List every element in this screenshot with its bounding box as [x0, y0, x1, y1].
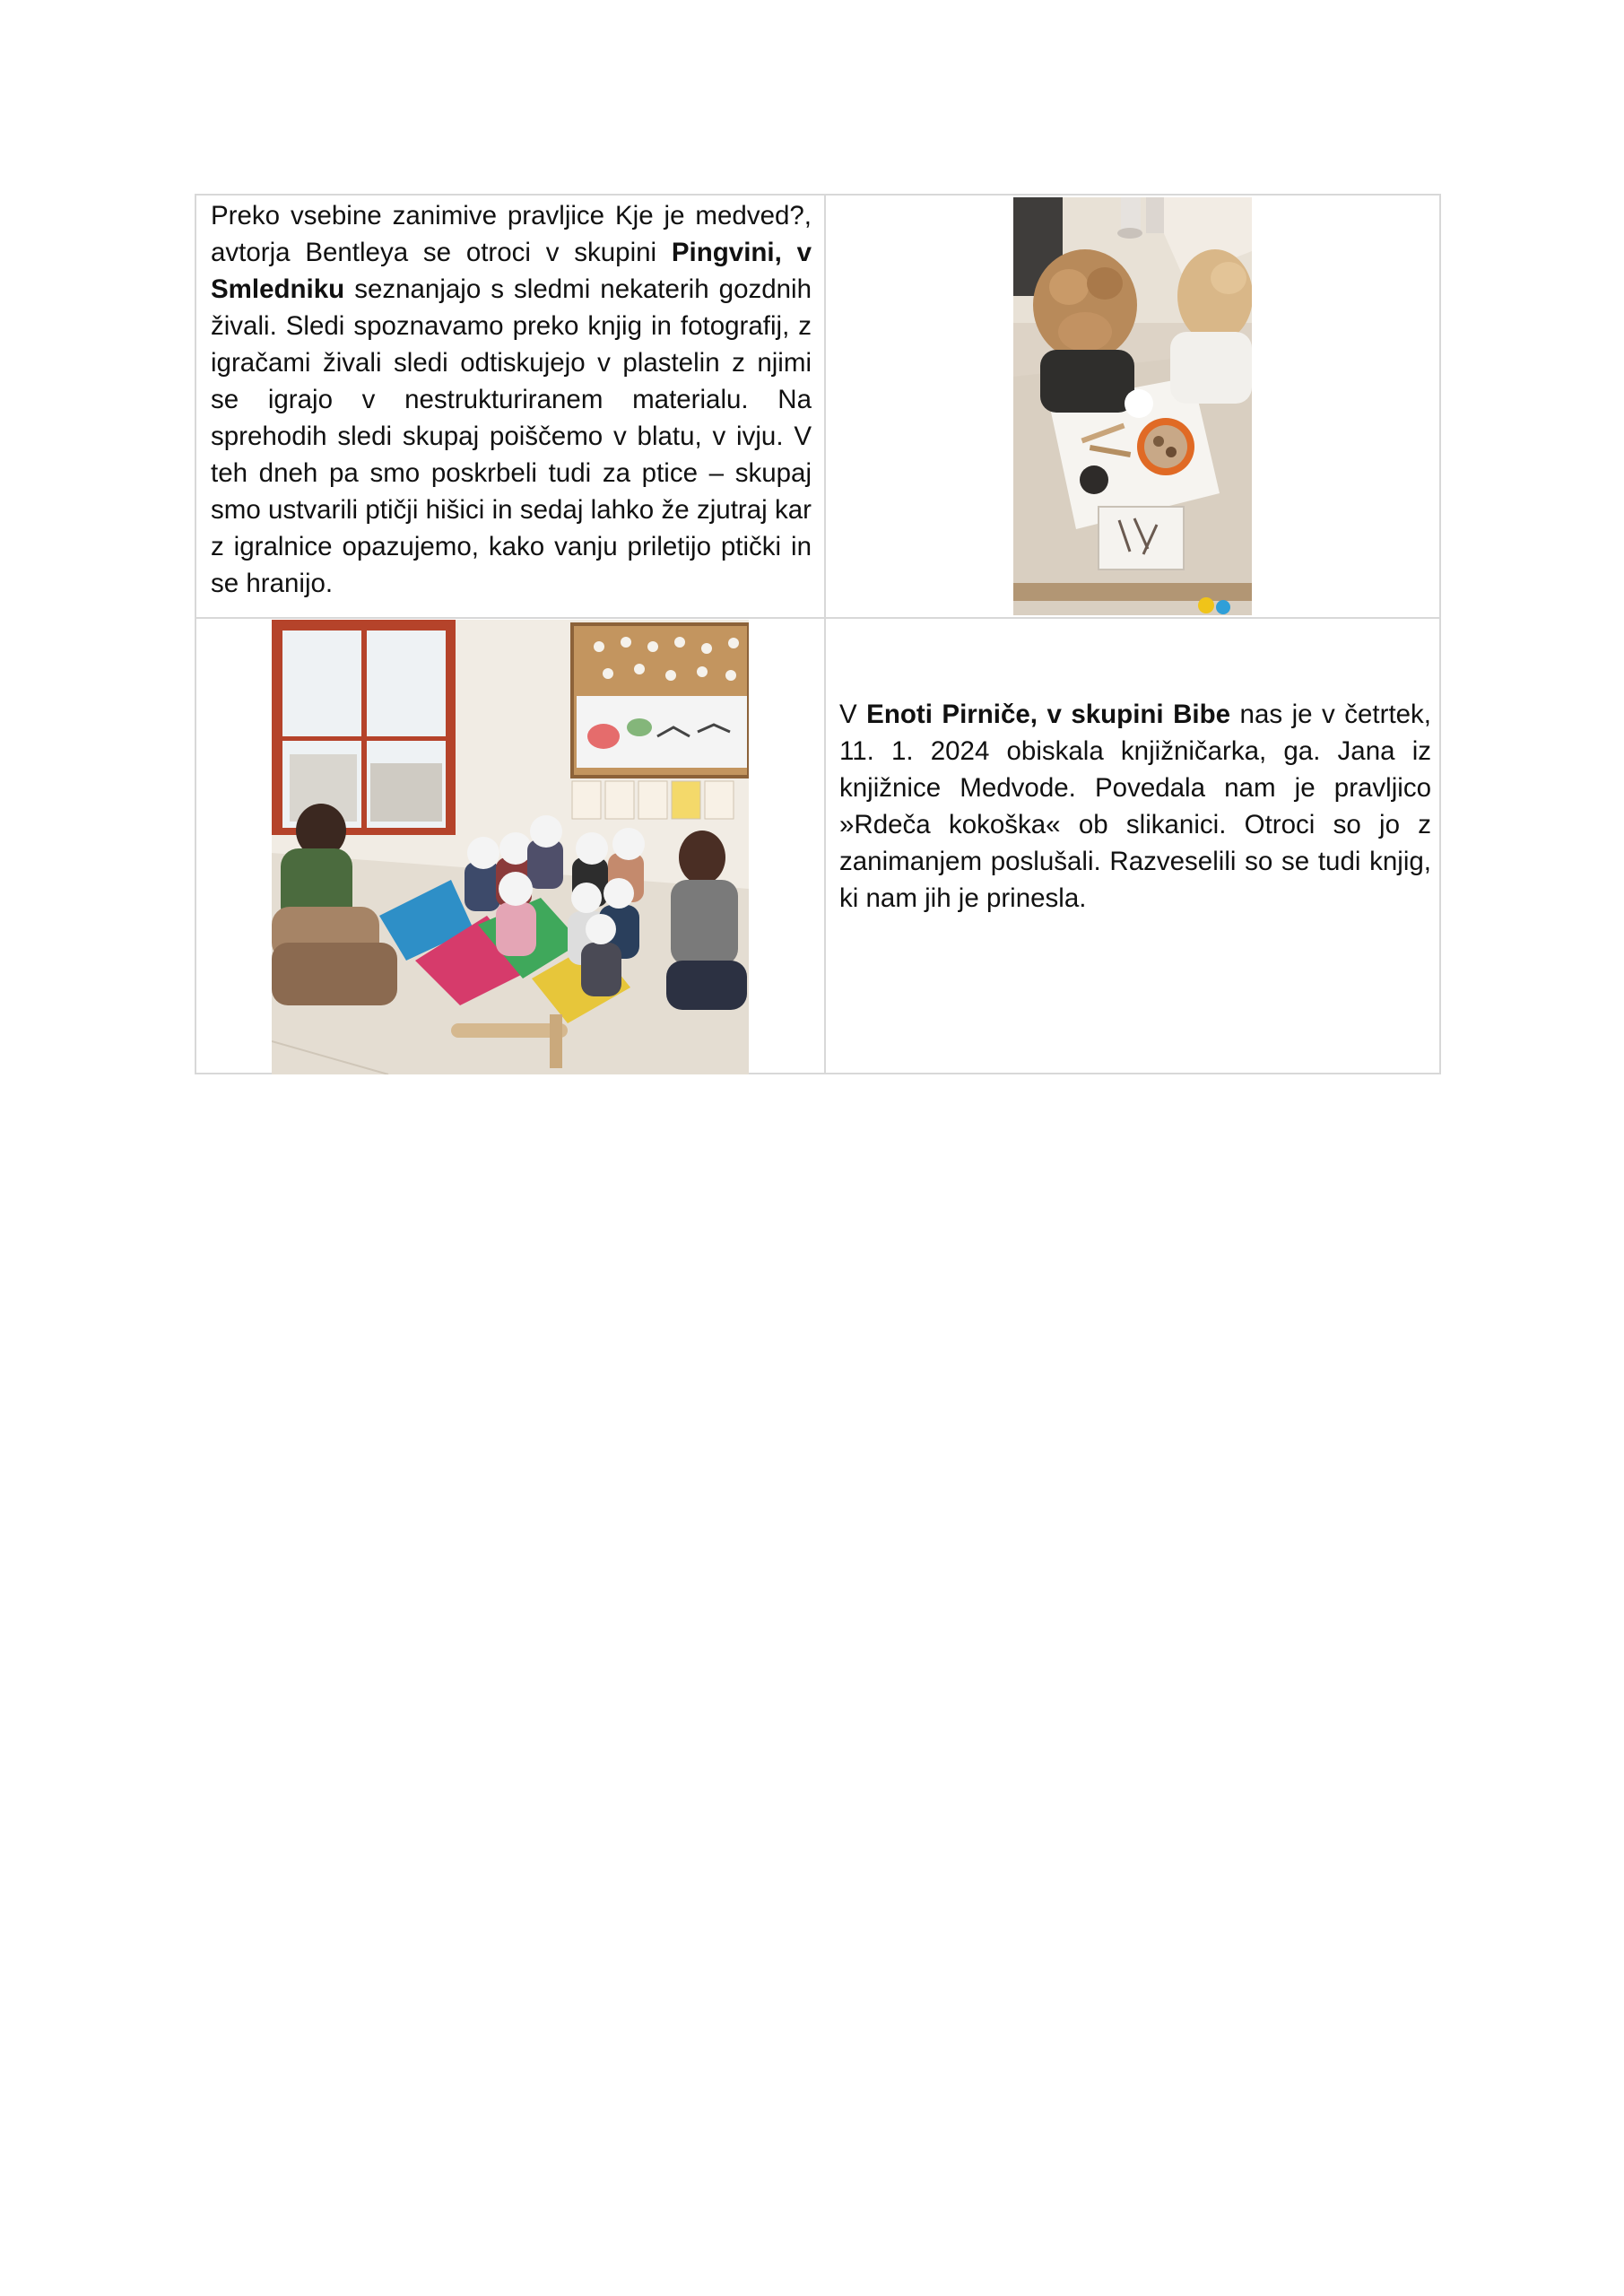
- paragraph-bibe-part-2: nas je v četrtek, 11. 1. 2024 obiskala knjižničarka, ga. Jana iz knjižnice Medvode. Povedala nam je pravljico »Rdeča kokoška« ob slikanici. Otroci so jo z zanimanjem poslušali. Razveselili so se tudi knjig, ki nam jih je prinesla.: [839, 700, 1431, 913]
- paragraph-pingvini: [211, 197, 812, 602]
- content-table: [195, 194, 1441, 1074]
- cell-bibe-text: [839, 696, 1431, 917]
- photo-children-table-drawing: [1013, 197, 1252, 615]
- column-divider: [824, 196, 826, 1073]
- photo-children-table: [1013, 197, 1252, 615]
- photo-reading-session-drawing: [272, 620, 749, 1074]
- paragraph-pingvini-part-1: Preko vsebine zanimive pravljice Kje je medved?, avtorja Bentleya se otroci v skupini: [211, 201, 812, 267]
- paragraph-bibe-part-1: V: [839, 700, 867, 729]
- row-divider: [196, 617, 1439, 619]
- paragraph-pingvini-bold: Pingvini, v Smledniku: [211, 238, 812, 304]
- paragraph-bibe: [839, 696, 1431, 917]
- photo-reading-session: [272, 620, 749, 1074]
- paragraph-bibe-bold: Enoti Pirniče, v skupini Bibe: [866, 700, 1231, 729]
- cell-pingvini-text: [211, 197, 812, 602]
- paragraph-pingvini-part-2: seznanjajo s sledmi nekaterih gozdnih živali. Sledi spoznavamo preko knjig in fotografij, z igračami živali sledi odtiskujejo v plastelin z njimi se igrajo v nestrukturiranem materialu. Na sprehodih sledi skupaj poiščemo v blatu, v ivju. V teh dneh pa smo poskrbeli tudi za ptice – skupaj smo ustvarili ptičji hišici in sedaj lahko že zjutraj kar z igralnice opazujemo, kako vanju priletijo ptički in se hranijo.: [211, 274, 812, 598]
